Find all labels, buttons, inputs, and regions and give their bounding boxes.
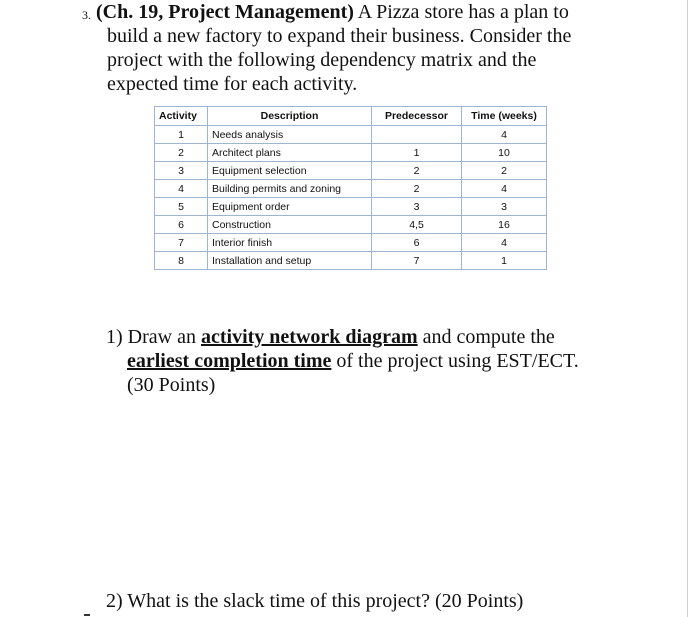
table-header-row [155, 107, 547, 126]
margin-mark [84, 614, 90, 616]
cell-time: 4 [462, 180, 547, 198]
cell-predecessor [372, 126, 462, 144]
problem-number: 3. [82, 8, 91, 22]
table-row [155, 126, 547, 144]
question-1-suffix: of the project using EST/ECT. [331, 350, 579, 372]
table-row [155, 234, 547, 252]
table-row [155, 198, 547, 216]
cell-predecessor: 3 [372, 198, 462, 216]
table-row [155, 252, 547, 270]
cell-predecessor: 4,5 [372, 216, 462, 234]
header-activity: Activity [155, 107, 208, 126]
table-row [155, 162, 547, 180]
cell-activity: 8 [155, 252, 208, 270]
term-activity-network-diagram: activity network diagram [200, 326, 418, 348]
cell-activity: 4 [155, 180, 208, 198]
dependency-table [154, 106, 547, 270]
question-2: 2) What is the slack time of this project? (20 Points) [106, 590, 524, 612]
cell-time: 10 [462, 144, 547, 162]
problem-heading: (Ch. 19, Project Management) [96, 1, 354, 23]
cell-time: 2 [462, 162, 547, 180]
header-time: Time (weeks) [462, 107, 547, 126]
cell-description: Needs analysis [208, 126, 372, 144]
cell-predecessor: 2 [372, 162, 462, 180]
cell-description: Interior finish [208, 234, 372, 252]
page-edge-rule [687, 0, 688, 617]
cell-description: Construction [208, 216, 372, 234]
cell-activity: 5 [155, 198, 208, 216]
table-row [155, 216, 547, 234]
cell-time: 3 [462, 198, 547, 216]
cell-time: 16 [462, 216, 547, 234]
cell-predecessor: 2 [372, 180, 462, 198]
question-1-prefix: 1) Draw an [106, 326, 201, 348]
question-1-points: (30 Points) [127, 374, 216, 396]
cell-time: 4 [462, 126, 547, 144]
cell-activity: 2 [155, 144, 208, 162]
question-1 [106, 325, 579, 397]
cell-activity: 7 [155, 234, 208, 252]
cell-predecessor: 7 [372, 252, 462, 270]
cell-description: Architect plans [208, 144, 372, 162]
question-1-middle: and compute the [417, 326, 555, 348]
cell-activity: 6 [155, 216, 208, 234]
cell-predecessor: 6 [372, 234, 462, 252]
question-1-line-2 [127, 349, 579, 373]
cell-activity: 1 [155, 126, 208, 144]
problem-statement [82, 0, 642, 96]
cell-activity: 3 [155, 162, 208, 180]
problem-line-4: expected time for each activity. [107, 73, 358, 95]
header-predecessor: Predecessor [372, 107, 462, 126]
problem-line-1 [96, 0, 642, 24]
cell-description: Installation and setup [208, 252, 372, 270]
cell-description: Equipment order [208, 198, 372, 216]
problem-line-2: build a new factory to expand their business. Consider the [107, 25, 572, 47]
table-row [155, 180, 547, 198]
cell-time: 4 [462, 234, 547, 252]
problem-line-1-rest: A Pizza store has a plan to [353, 1, 569, 23]
term-earliest-completion-time: earliest completion time [127, 350, 332, 372]
cell-predecessor: 1 [372, 144, 462, 162]
header-description: Description [208, 107, 372, 126]
cell-time: 1 [462, 252, 547, 270]
cell-description: Equipment selection [208, 162, 372, 180]
table-row [155, 144, 547, 162]
question-1-line-1 [106, 325, 579, 349]
problem-line-3: project with the following dependency matrix and the [107, 49, 537, 71]
cell-description: Building permits and zoning [208, 180, 372, 198]
